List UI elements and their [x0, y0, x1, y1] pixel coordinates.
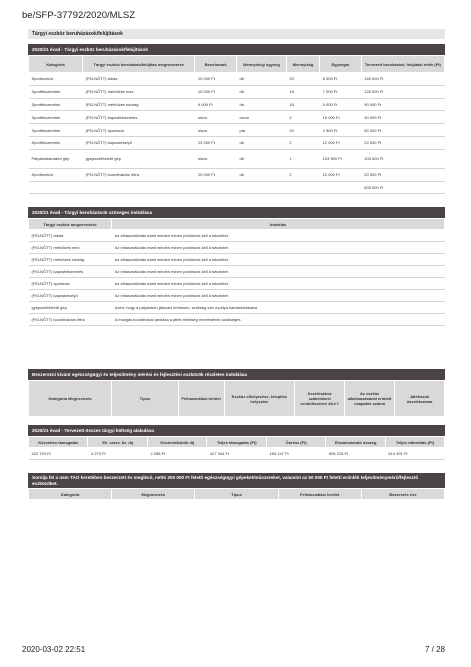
- col-header: Tárgyi eszköz beruházás/felújítás megnevezése: [83, 56, 195, 73]
- col-header: Kategória: [29, 56, 83, 73]
- col-header: Játékosok összlétszáma: [395, 381, 445, 417]
- table-row: [29, 111, 445, 124]
- section-investments-title: 2020/21 évad - Tárgyi eszköz beruházások/felújítások: [28, 44, 445, 55]
- col-header: Mennyiségi egység: [237, 56, 287, 73]
- total-value: 603 500 Ft: [361, 181, 444, 194]
- cell: 427 344 Ft: [207, 448, 266, 460]
- table-row: [29, 124, 445, 137]
- col-header: Beszerzés éve: [361, 489, 444, 500]
- cell: 18: [286, 85, 319, 98]
- cell: 2: [286, 136, 319, 149]
- section-total-costs-title: 2020/21 évad - Tervezett összes tárgyi költség alakulása: [28, 425, 445, 436]
- cell: A mozgás koordináció javítása a játék minőség emelésének szükséges.: [112, 314, 445, 326]
- section-health-devices-title: Beszerezni kívánt egészségügyi és teljesítmény mérési és fejlesztési eszközök részletes indoklása: [28, 369, 445, 380]
- table-row: [29, 230, 445, 242]
- cell: 18: [286, 98, 319, 111]
- cell: 1: [286, 149, 319, 168]
- col-header: Tárgyi eszköz megnevezése: [29, 219, 112, 230]
- table-row: [29, 73, 445, 86]
- col-header: Kezelésához szakembert rendelkezésre áll-e?: [295, 381, 345, 417]
- table-row: [29, 448, 445, 460]
- section-existing-devices-title: Sorolja fel a nem TAO keretében beszerzett és meglévő, nettó 200 000 Ft feletti egészségügyi gépeket/műszereket, valamint az 50 000 Ft feletti erőnléti teljesítménymérő/fejlesztő eszközöket.: [28, 473, 445, 488]
- col-header: Kategória Megnevezés: [29, 381, 112, 417]
- cell: Az elhasználódás miatt minden évben pótolnunk kell a készletet.: [112, 278, 445, 290]
- col-header: Kategória: [29, 489, 112, 500]
- cell: 24 000 Ft: [361, 136, 444, 149]
- cell: 50 000 Ft: [361, 124, 444, 137]
- cell: (FELNŐTT) kapusfelszerelés: [83, 111, 195, 124]
- cell: Az elhasználódás miatt minden évben pótolnunk kell a készletet.: [112, 266, 445, 278]
- cell: db: [237, 85, 287, 98]
- top-title-bar: [28, 29, 445, 39]
- cell: 20: [286, 73, 319, 86]
- table-row: [29, 278, 445, 290]
- cell: 183 147 Ft: [266, 448, 325, 460]
- cell: 2: [286, 111, 319, 124]
- health-devices-table: [28, 380, 445, 417]
- section-justification: [28, 207, 445, 326]
- cell: 606 218 Ft: [326, 448, 385, 460]
- cell: 103 500 Ft: [320, 149, 362, 168]
- cell: gyepszellőztető gép: [29, 302, 112, 314]
- cell: 13 000 Ft: [195, 136, 237, 149]
- investments-table: [28, 55, 445, 194]
- col-header: Tervezett beruházási, felújítási érték (Ft): [361, 56, 444, 73]
- cell: 4 273 Ft: [88, 448, 147, 460]
- page-number: 7 / 28: [424, 645, 445, 654]
- table-row: [29, 85, 445, 98]
- cell: 20: [286, 124, 319, 137]
- cell: db: [237, 168, 287, 181]
- table-row: [29, 254, 445, 266]
- cell: db: [237, 149, 287, 168]
- cell: db: [237, 136, 287, 149]
- cell: (FELNŐTT) koordinációs létra: [83, 168, 195, 181]
- cell: 10 000 Ft: [320, 168, 362, 181]
- cell: Sportfelszerelés: [29, 111, 83, 124]
- cell: (FELNŐTT) mérkőzés nadrág: [29, 254, 112, 266]
- cell: Azért, hogy a pályánkon játszani lehessen, szükség van a pálya karbantartására: [112, 302, 445, 314]
- cell: 6 000 Ft: [195, 98, 237, 111]
- cell: Sportfelszerelés: [29, 136, 83, 149]
- cell: 5 000 Ft: [320, 98, 362, 111]
- cell: Sporteszköz: [29, 73, 83, 86]
- cell: Az elhasználódás miatt minden évben pótolnunk kell a készletet.: [112, 290, 445, 302]
- section-justification-title: 2020/21 évad - Tárgyi beruházások szöveges indoklása: [28, 207, 445, 218]
- section-total-costs: [28, 425, 445, 460]
- table-row: [29, 242, 445, 254]
- cell: 2 288 Ft: [147, 448, 206, 460]
- cell: (FELNŐTT) mérkőzés nadrág: [83, 98, 195, 111]
- col-header: Felhasználási terület: [178, 381, 224, 417]
- cell: 10 000 Ft: [195, 73, 237, 86]
- cell: 610 491 Ft: [385, 448, 444, 460]
- cell: Az elhasználódás miatt minden évben pótolnunk kell a készletet.: [112, 254, 445, 266]
- table-row: [29, 98, 445, 111]
- col-header: Közreműködői díj: [147, 437, 206, 448]
- cell: Pályakarbantartó gép: [29, 149, 83, 168]
- col-header: Teljes ráfordítás (Ft): [385, 437, 444, 448]
- cell: 10 000 Ft: [195, 168, 237, 181]
- cell: db: [237, 98, 287, 111]
- col-header: Önrész (Ft): [266, 437, 325, 448]
- col-header: Típus: [112, 381, 179, 417]
- cell: 10 000 Ft: [195, 85, 237, 98]
- cell: 15 000 Ft: [320, 111, 362, 124]
- cell: Az elhasználódás miatt minden évben pótolnunk kell a készletet.: [112, 230, 445, 242]
- table-row: [29, 149, 445, 168]
- section-existing-devices: [28, 473, 445, 500]
- cell: (FELNŐTT) kapusfelszerelés: [29, 266, 112, 278]
- total-costs-table: [28, 436, 445, 460]
- cell: 2 500 Ft: [320, 124, 362, 137]
- total-row: [29, 181, 445, 194]
- existing-devices-table: [28, 488, 445, 500]
- col-header: Egységár: [320, 56, 362, 73]
- cell: nincs: [195, 149, 237, 168]
- table-row: [29, 302, 445, 314]
- cell: 7 000 Ft: [320, 85, 362, 98]
- cell: 2: [286, 168, 319, 181]
- cell: (FELNŐTT) sportszár: [29, 278, 112, 290]
- cell: nincs: [195, 111, 237, 124]
- cell: (FELNŐTT) kapuskesztyű: [29, 290, 112, 302]
- cell: 160 000 Ft: [361, 73, 444, 86]
- col-header: Ell. szerv. fiz. díj: [88, 437, 147, 448]
- cell: db: [237, 73, 287, 86]
- cell: 8 000 Ft: [320, 73, 362, 86]
- cell: nincs: [195, 124, 237, 137]
- cell: Sporteszköz: [29, 168, 83, 181]
- cell: Sportfelszerelés: [29, 98, 83, 111]
- table-row: [29, 266, 445, 278]
- cell: csom: [237, 111, 287, 124]
- col-header: Közvetlen támogatás: [29, 437, 88, 448]
- cell: gyepszellőztető gép: [83, 149, 195, 168]
- cell: (FELNŐTT) labda: [29, 230, 112, 242]
- cell: 90 000 Ft: [361, 98, 444, 111]
- cell: pár: [237, 124, 287, 137]
- col-header: Teljes támogatás (Ft): [207, 437, 266, 448]
- cell: (FELNŐTT) koordinációs létra: [29, 314, 112, 326]
- cell: (FELNŐTT) sportszár: [83, 124, 195, 137]
- col-header: Típus: [195, 489, 278, 500]
- page-section-title: Tárgyi eszköz beruházások/felújítások: [28, 29, 445, 39]
- table-row: [29, 136, 445, 149]
- cell: 30 000 Ft: [361, 111, 444, 124]
- document-id: be/SFP-37792/2020/MLSZ: [22, 10, 136, 21]
- section-health-devices: [28, 369, 445, 417]
- col-header: Elszámolandó összeg: [326, 437, 385, 448]
- col-header: Felhasználási terület: [278, 489, 361, 500]
- table-row: [29, 168, 445, 181]
- table-row: [29, 314, 445, 326]
- cell: Az elhasználódás miatt minden évben pótolnunk kell a készletet.: [112, 242, 445, 254]
- justification-table: [28, 218, 445, 326]
- col-header: Az eszköz alkalmazásánál érintett csapatok száma: [345, 381, 395, 417]
- cell: 20 000 Ft: [361, 168, 444, 181]
- cell: 422 793 Ft: [29, 448, 88, 460]
- cell: Sportfelszerelés: [29, 85, 83, 98]
- cell: 126 000 Ft: [361, 85, 444, 98]
- cell: (FELNŐTT) labda: [83, 73, 195, 86]
- cell: (FELNŐTT) mérkőzés mez: [29, 242, 112, 254]
- col-header: Megnevezés: [112, 489, 195, 500]
- section-investments: [28, 44, 445, 194]
- cell: 103 500 Ft: [361, 149, 444, 168]
- cell: Sportfelszerelés: [29, 124, 83, 137]
- table-row: [29, 290, 445, 302]
- cell: 12 000 Ft: [320, 136, 362, 149]
- col-header: Eszköz elhelyezése, telepítés helyszíne: [224, 381, 295, 417]
- col-header: Mennyiség: [286, 56, 319, 73]
- cell: (FELNŐTT) mérkőzés mez: [83, 85, 195, 98]
- col-header: Benchmark: [195, 56, 237, 73]
- cell: (FELNŐTT) kapuskesztyű: [83, 136, 195, 149]
- col-header: Indoklás: [112, 219, 445, 230]
- footer-date: 2020-03-02 22:51: [22, 645, 86, 654]
